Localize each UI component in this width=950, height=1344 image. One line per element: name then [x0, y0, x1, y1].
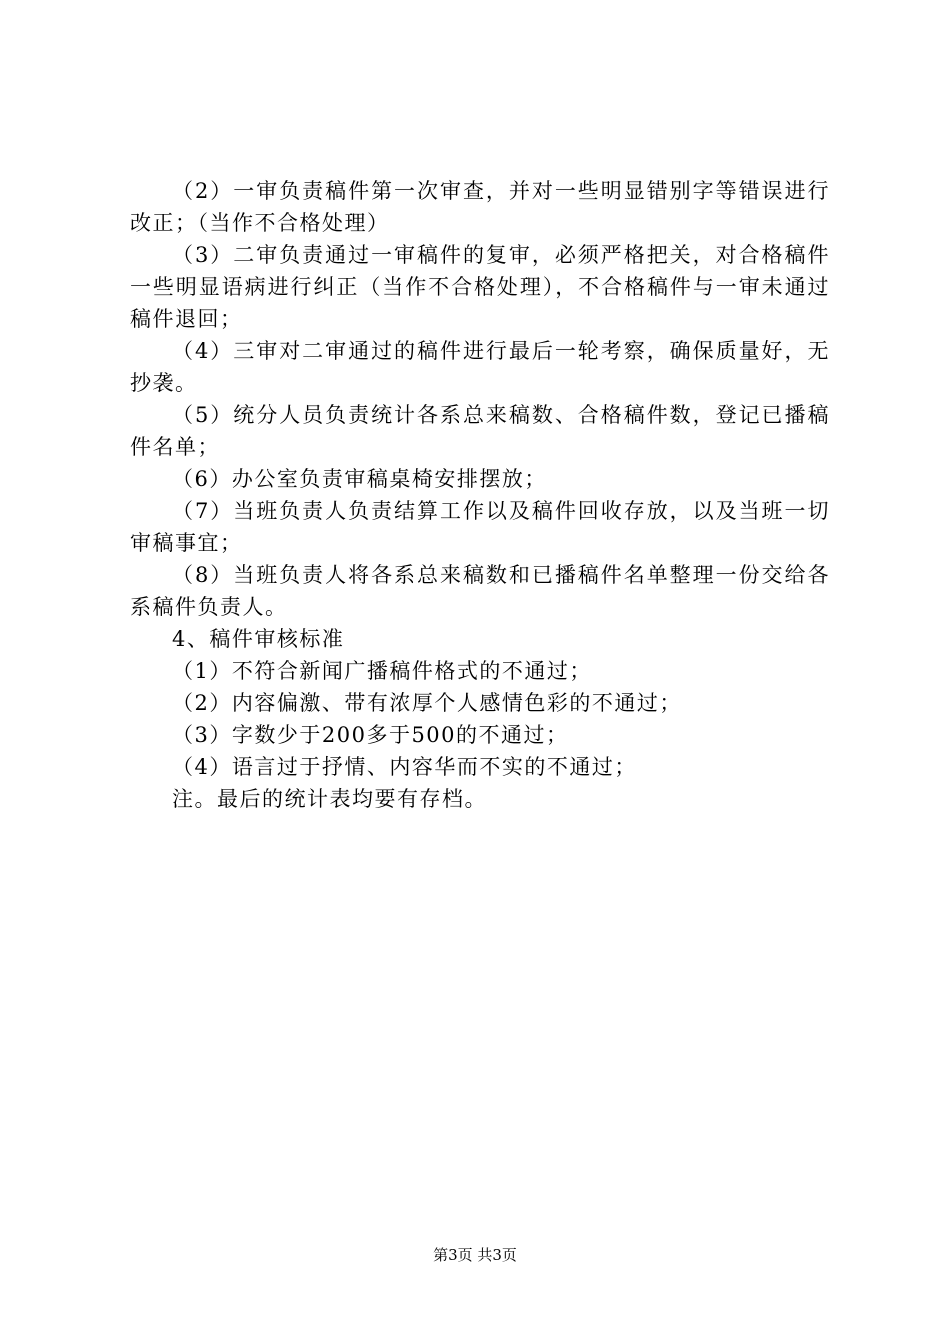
- criteria-item-word-count: （3）字数少于200多于500的不通过；: [172, 723, 569, 747]
- page-footer: 第3页 共3页: [433, 1246, 517, 1264]
- paragraph-review-third: （4）三审对二审通过的稿件进行最后一轮考察，确保质量好，无抄袭。: [130, 339, 830, 395]
- paragraph-duty-leader-summary: （8）当班负责人将各系总来稿数和已播稿件名单整理一份交给各系稿件负责人。: [130, 563, 830, 619]
- criteria-item-language: （4）语言过于抒情、内容华而不实的不通过；: [172, 755, 637, 779]
- paragraph-office: （6）办公室负责审稿桌椅安排摆放；: [172, 467, 547, 491]
- paragraph-statistics-staff: （5）统分人员负责统计各系总来稿数、合格稿件数，登记已播稿件名单；: [130, 403, 830, 459]
- section-heading-review-criteria: 4、稿件审核标准: [172, 627, 345, 651]
- paragraph-duty-leader-settlement: （7）当班负责人负责结算工作以及稿件回收存放，以及当班一切审稿事宜；: [130, 499, 830, 555]
- criteria-item-content: （2）内容偏激、带有浓厚个人感情色彩的不通过；: [172, 691, 682, 715]
- document-body: [130, 175, 830, 815]
- note-paragraph: 注。最后的统计表均要有存档。: [172, 787, 487, 811]
- criteria-item-format: （1）不符合新闻广播稿件格式的不通过；: [172, 659, 592, 683]
- paragraph-review-second: （3）二审负责通过一审稿件的复审，必须严格把关，对合格稿件一些明显语病进行纠正（当作不合格处理），不合格稿件与一审未通过稿件退回；: [130, 243, 830, 331]
- paragraph-review-first: （2）一审负责稿件第一次审查，并对一些明显错别字等错误进行改正；（当作不合格处理）: [130, 179, 830, 235]
